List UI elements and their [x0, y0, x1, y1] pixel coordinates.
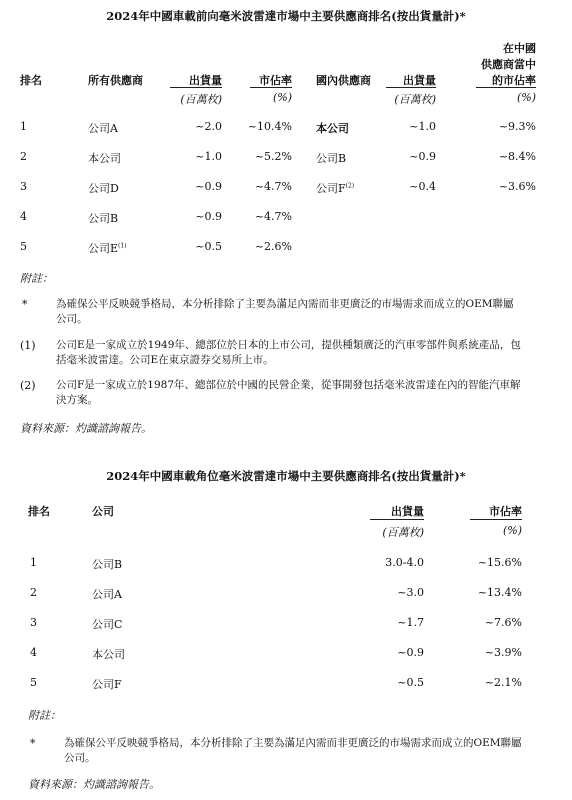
t1-share: ~4.7%: [254, 210, 292, 223]
t1-rule-domestic-shipments: [386, 87, 436, 88]
t1-header-shipments-unit: (百萬枚): [180, 93, 222, 106]
t2-header-company: 公司: [92, 505, 114, 518]
t2-company: 公司A: [92, 588, 122, 601]
t1-domestic-share: ~8.4%: [498, 150, 536, 163]
t1-rank: 5: [20, 240, 27, 253]
t2-header-share-unit: (%): [502, 524, 522, 537]
t1-rule-shipments: [170, 87, 222, 88]
t2-note-marker: *: [30, 737, 36, 750]
t1-note-text: 公司F是一家成立於1987年、總部位於中國的民營企業，從事開發包括毫米波雷達在內的智能汽車解決方案。: [56, 379, 521, 406]
t2-rule-share: [470, 519, 522, 520]
t2-rank: 3: [30, 616, 37, 629]
t1-supplier: 公司A: [88, 122, 118, 135]
t1-note-marker: *: [22, 298, 28, 311]
table1-title: 2024年中國車載前向毫米波雷達市場中主要供應商排名(按出貨量計)*: [106, 9, 466, 23]
t2-note-text: 為確保公平反映競爭格局，本分析排除了主要為滿足內需而非更廣泛的市場需求而成立的OEM聯屬公司。: [64, 737, 522, 764]
t1-supplier: 公司D: [88, 182, 119, 195]
t1-header-domestic-share-l2: 供應商當中: [481, 58, 536, 71]
t2-rank: 1: [30, 556, 37, 569]
t1-rank: 1: [20, 120, 27, 133]
t1-note-marker: (1): [20, 339, 36, 352]
t1-header-domestic-shipments-unit: (百萬枚): [394, 93, 436, 106]
t2-share: ~13.4%: [477, 586, 522, 599]
t1-rank: 3: [20, 180, 27, 193]
t1-share: ~2.6%: [254, 240, 292, 253]
t2-header-share: 市佔率: [489, 505, 522, 518]
t2-shipments: 3.0-4.0: [385, 556, 424, 569]
t2-company: 公司F: [92, 678, 122, 691]
t2-header-shipments: 出貨量: [391, 505, 424, 518]
t1-domestic-shipments: ~0.9: [409, 150, 436, 163]
t1-header-rank: 排名: [20, 74, 42, 87]
t1-domestic-share: ~9.3%: [498, 120, 536, 133]
t1-header-shipments: 出貨量: [189, 74, 222, 87]
t2-share: ~2.1%: [484, 676, 522, 689]
t2-share: ~15.6%: [477, 556, 522, 569]
t2-header-rank: 排名: [28, 505, 50, 518]
footnote-marker: (2): [345, 182, 355, 190]
t1-domestic-shipments: ~0.4: [409, 180, 436, 193]
t2-rule-shipments: [370, 519, 424, 520]
t1-shipments: ~2.0: [195, 120, 222, 133]
t1-domestic-supplier: 公司B: [316, 152, 347, 165]
t1-shipments: ~0.9: [195, 210, 222, 223]
t1-notes-label: 附註：: [20, 272, 53, 285]
t1-shipments: ~0.5: [195, 240, 222, 253]
t2-shipments: ~0.9: [397, 646, 424, 659]
t2-company: 公司B: [92, 558, 123, 571]
t2-company: 本公司: [92, 648, 125, 661]
t2-company: 公司C: [92, 618, 123, 631]
t1-source: 資料來源：灼識諮詢報告。: [20, 422, 152, 435]
t1-header-domestic-share-l1: 在中國: [503, 42, 536, 55]
t1-rank: 2: [20, 150, 27, 163]
t2-rank: 4: [30, 646, 37, 659]
t2-shipments: ~0.5: [397, 676, 424, 689]
t1-domestic-supplier: 公司$F^{(2)}$: [316, 182, 355, 195]
t1-note-marker: (2): [20, 379, 36, 392]
t1-note-text: 為確保公平反映競爭格局，本分析排除了主要為滿足內需而非更廣泛的市場需求而成立的OEM聯屬公司。: [56, 298, 514, 325]
t1-header-domestic-suppliers: 國內供應商: [316, 74, 371, 87]
t1-rule-domestic-share: [476, 87, 536, 88]
t2-rank: 5: [30, 676, 37, 689]
t1-header-domestic-share-unit: (%): [516, 91, 536, 104]
t1-header-share-unit: (%): [272, 91, 292, 104]
t1-header-domestic-shipments: 出貨量: [403, 74, 436, 87]
t1-supplier: 公司$E^{(1)}$: [88, 242, 127, 255]
t1-note-text: 公司E是一家成立於1949年、總部位於日本的上市公司，提供種類廣泛的汽車零部件與系統產品，包括毫米波雷達。公司E在東京證券交易所上市。: [56, 339, 521, 366]
t2-shipments: ~3.0: [397, 586, 424, 599]
t2-shipments: ~1.7: [397, 616, 424, 629]
t2-rank: 2: [30, 586, 37, 599]
t1-share: ~5.2%: [254, 150, 292, 163]
t1-shipments: ~1.0: [195, 150, 222, 163]
t1-supplier: 公司B: [88, 212, 119, 225]
t1-header-domestic-share-l3: 的市佔率: [492, 74, 536, 87]
t1-header-all-suppliers: 所有供應商: [88, 74, 143, 87]
t1-domestic-shipments: ~1.0: [409, 120, 436, 133]
t2-notes-label: 附註：: [28, 709, 61, 722]
t1-rank: 4: [20, 210, 27, 223]
t2-source: 資料來源：灼識諮詢報告。: [28, 778, 160, 791]
t1-share: ~10.4%: [247, 120, 292, 133]
footnote-marker: (1): [118, 242, 127, 250]
t2-share: ~7.6%: [484, 616, 522, 629]
t1-supplier: 本公司: [88, 152, 121, 165]
table2-title: 2024年中國車載角位毫米波雷達市場中主要供應商排名(按出貨量計)*: [106, 469, 466, 483]
t2-share: ~3.9%: [484, 646, 522, 659]
t1-share: ~4.7%: [254, 180, 292, 193]
t1-shipments: ~0.9: [195, 180, 222, 193]
t1-domestic-share: ~3.6%: [498, 180, 536, 193]
t2-header-shipments-unit: (百萬枚): [382, 526, 424, 539]
t1-rule-share: [250, 87, 292, 88]
t1-header-share: 市佔率: [259, 74, 292, 87]
t1-domestic-supplier: 本公司: [316, 122, 349, 135]
